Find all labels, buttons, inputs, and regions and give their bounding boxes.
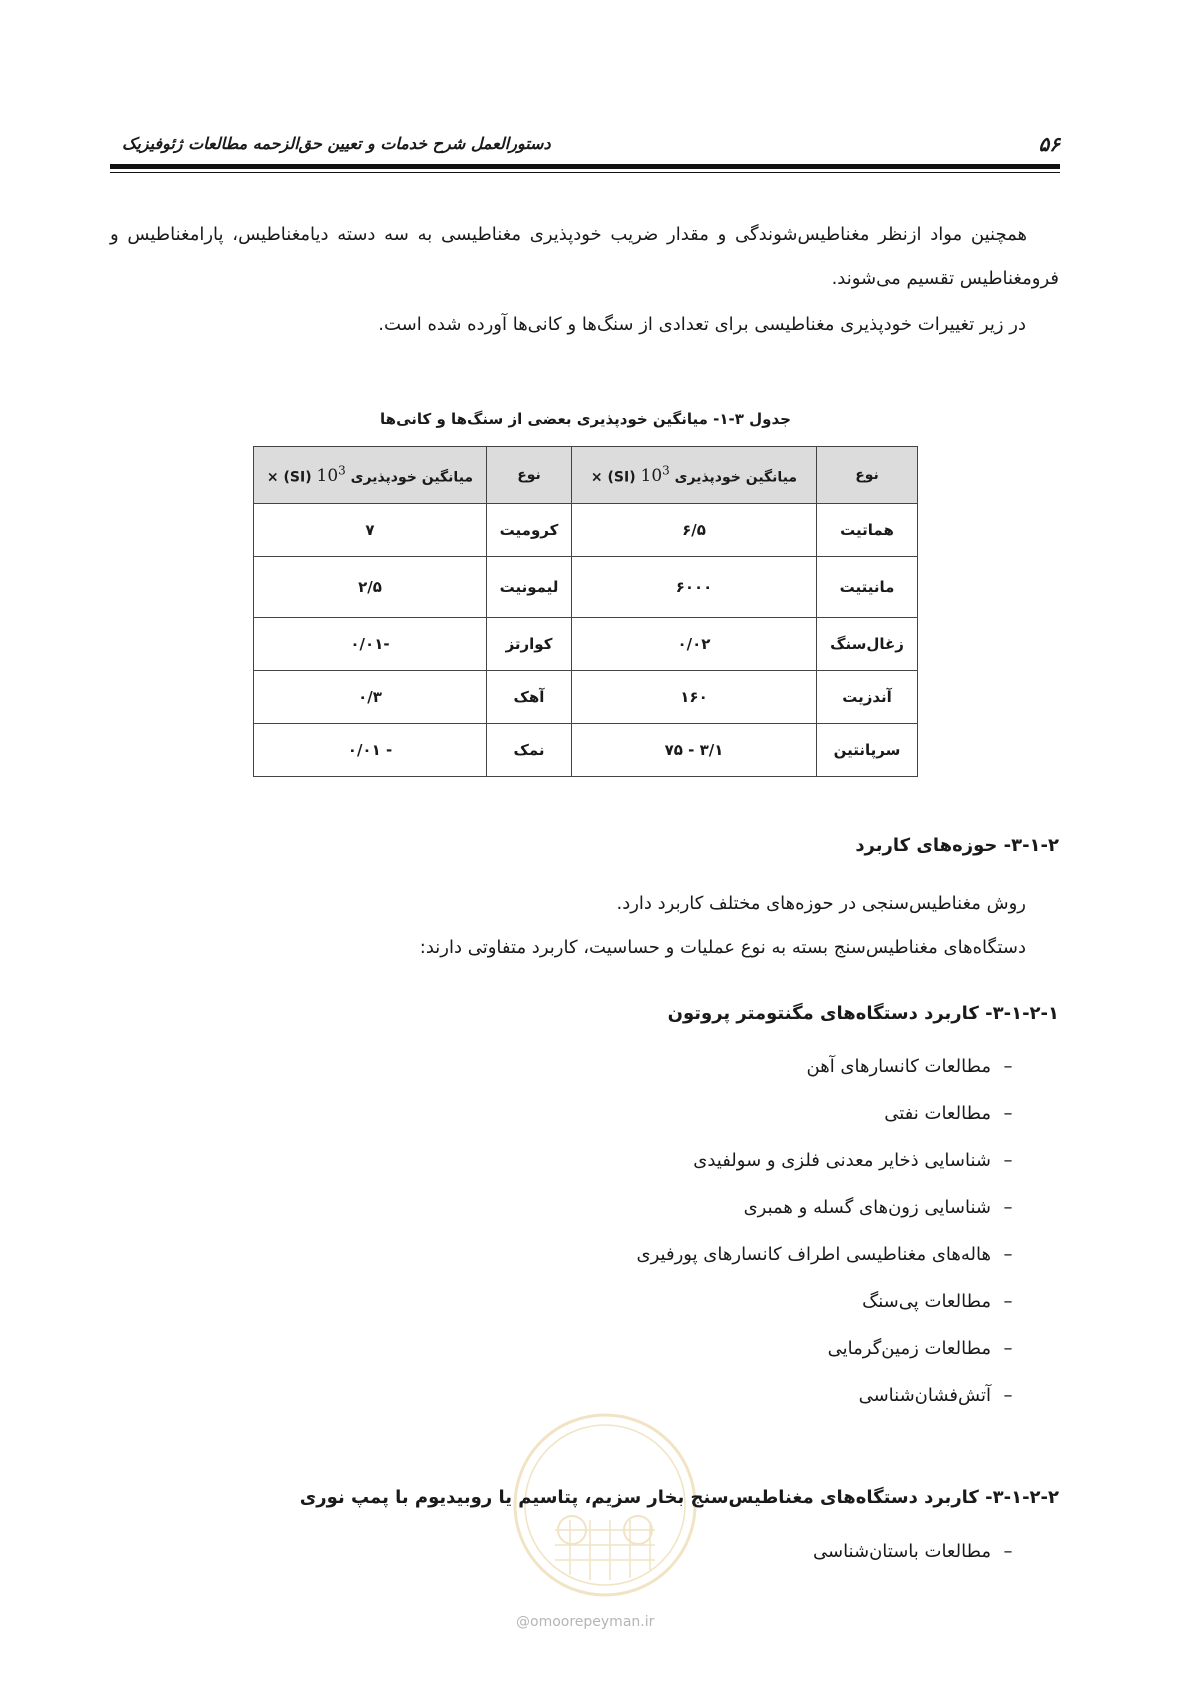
- susceptibility-table: [253, 446, 918, 777]
- header-rule-thin: [110, 172, 1060, 173]
- cell-value-a: ۱۶۰: [572, 671, 817, 724]
- header-value-a: [572, 447, 817, 504]
- table-row: [254, 557, 918, 618]
- table-header-row: [254, 447, 918, 504]
- running-title: دستورالعمل شرح خدمات و تعیین حق‌الزحمه مطالعات ژئوفیزیک: [122, 134, 551, 153]
- proton-magnetometer-list: [637, 1043, 1025, 1419]
- section-heading-optical-pump: ۳-۱-۲-۲- کاربرد دستگاه‌های مغناطیس‌سنج بخار سزیم، پتاسیم یا روبیدیوم با پمپ نوری: [299, 1487, 1059, 1508]
- cell-type-a: آندزیت: [817, 671, 918, 724]
- dash-bullet: –: [1003, 1291, 1013, 1312]
- list-item: –مطالعات باستان‌شناسی: [813, 1528, 1025, 1575]
- table-caption: جدول ۳-۱- میانگین خودپذیری بعضی از سنگ‌ها و کانی‌ها: [380, 410, 791, 428]
- cell-value-a: ۳/۱ - ۷۵: [572, 724, 817, 777]
- cell-value-b: -۰/۰۱: [254, 618, 487, 671]
- table-row: [254, 618, 918, 671]
- cell-value-b: - ۰/۰۱: [254, 724, 487, 777]
- header-value-label: میانگین خودپذیری: [350, 469, 474, 486]
- header-value-b: [254, 447, 487, 504]
- power-of-ten: $10^3$: [640, 463, 670, 487]
- applications-paragraph-1: روش مغناطیس‌سنجی در حوزه‌های مختلف کاربرد دارد.: [616, 893, 1026, 914]
- dash-bullet: –: [1003, 1541, 1013, 1562]
- header-unit: (SI) ×: [590, 469, 636, 486]
- header-type-b: نوع: [487, 447, 572, 504]
- dash-bullet: –: [1003, 1056, 1013, 1077]
- cell-type-b: کوارتز: [487, 618, 572, 671]
- cell-type-b: کرومیت: [487, 504, 572, 557]
- list-item: –آتش‌فشان‌شناسی: [637, 1372, 1025, 1419]
- dash-bullet: –: [1003, 1244, 1013, 1265]
- dash-bullet: –: [1003, 1103, 1013, 1124]
- intro-paragraph-1: همچنین مواد ازنظر مغناطیس‌شوندگی و مقدار ضریب خودپذیری مغناطیسی به سه دسته دیامغناطیس، پارامغناطیس و فرومغناطیس تقسیم می‌شوند.: [110, 224, 1059, 289]
- cell-type-b: نمک: [487, 724, 572, 777]
- page-header: [110, 124, 1060, 154]
- table-row: [254, 504, 918, 557]
- intro-paragraph-2: در زیر تغییرات خودپذیری مغناطیسی برای تعدادی از سنگ‌ها و کانی‌ها آورده شده است.: [378, 314, 1026, 335]
- cell-value-a: ۶/۵: [572, 504, 817, 557]
- cell-value-b: ۲/۵: [254, 557, 487, 618]
- list-item: –هاله‌های مغناطیسی اطراف کانسارهای پورفیری: [637, 1231, 1025, 1278]
- watermark-url: @omoorepeyman.ir: [516, 1614, 655, 1630]
- power-of-ten: $10^3$: [316, 463, 346, 487]
- cell-value-a: ۶۰۰۰: [572, 557, 817, 618]
- table-row: [254, 671, 918, 724]
- optical-pump-list: [813, 1528, 1025, 1575]
- table-row: [254, 724, 918, 777]
- cell-value-b: ۰/۳: [254, 671, 487, 724]
- cell-type-a: زغال‌سنگ: [817, 618, 918, 671]
- section-heading-proton-magnetometer: ۳-۱-۲-۱- کاربرد دستگاه‌های مگنتومتر پروتون: [667, 1003, 1059, 1024]
- dash-bullet: –: [1003, 1150, 1013, 1171]
- header-rule-thick: [110, 164, 1060, 169]
- cell-value-a: ۰/۰۲: [572, 618, 817, 671]
- list-item: –مطالعات زمین‌گرمایی: [637, 1325, 1025, 1372]
- cell-type-b: لیمونیت: [487, 557, 572, 618]
- cell-type-a: سرپانتین: [817, 724, 918, 777]
- cell-type-a: هماتیت: [817, 504, 918, 557]
- list-item: –شناسایی ذخایر معدنی فلزی و سولفیدی: [637, 1137, 1025, 1184]
- header-type-a: نوع: [817, 447, 918, 504]
- cell-value-b: ۷: [254, 504, 487, 557]
- list-item: –شناسایی زون‌های گسله و همبری: [637, 1184, 1025, 1231]
- cell-type-b: آهک: [487, 671, 572, 724]
- page-number: ۵۶: [1038, 132, 1060, 156]
- list-item: –مطالعات کانسارهای آهن: [637, 1043, 1025, 1090]
- dash-bullet: –: [1003, 1197, 1013, 1218]
- list-item: –مطالعات نفتی: [637, 1090, 1025, 1137]
- list-item: –مطالعات پی‌سنگ: [637, 1278, 1025, 1325]
- dash-bullet: –: [1003, 1385, 1013, 1406]
- dash-bullet: –: [1003, 1338, 1013, 1359]
- section-heading-applications: ۳-۱-۲- حوزه‌های کاربرد: [855, 835, 1059, 856]
- applications-paragraphs: [126, 882, 1026, 970]
- header-value-label: میانگین خودپذیری: [674, 469, 798, 486]
- cell-type-a: مانیتیت: [817, 557, 918, 618]
- applications-paragraph-2: دستگاه‌های مغناطیس‌سنج بسته به نوع عملیات و حساسیت، کاربرد متفاوتی دارند:: [419, 937, 1026, 958]
- header-unit: (SI) ×: [266, 469, 312, 486]
